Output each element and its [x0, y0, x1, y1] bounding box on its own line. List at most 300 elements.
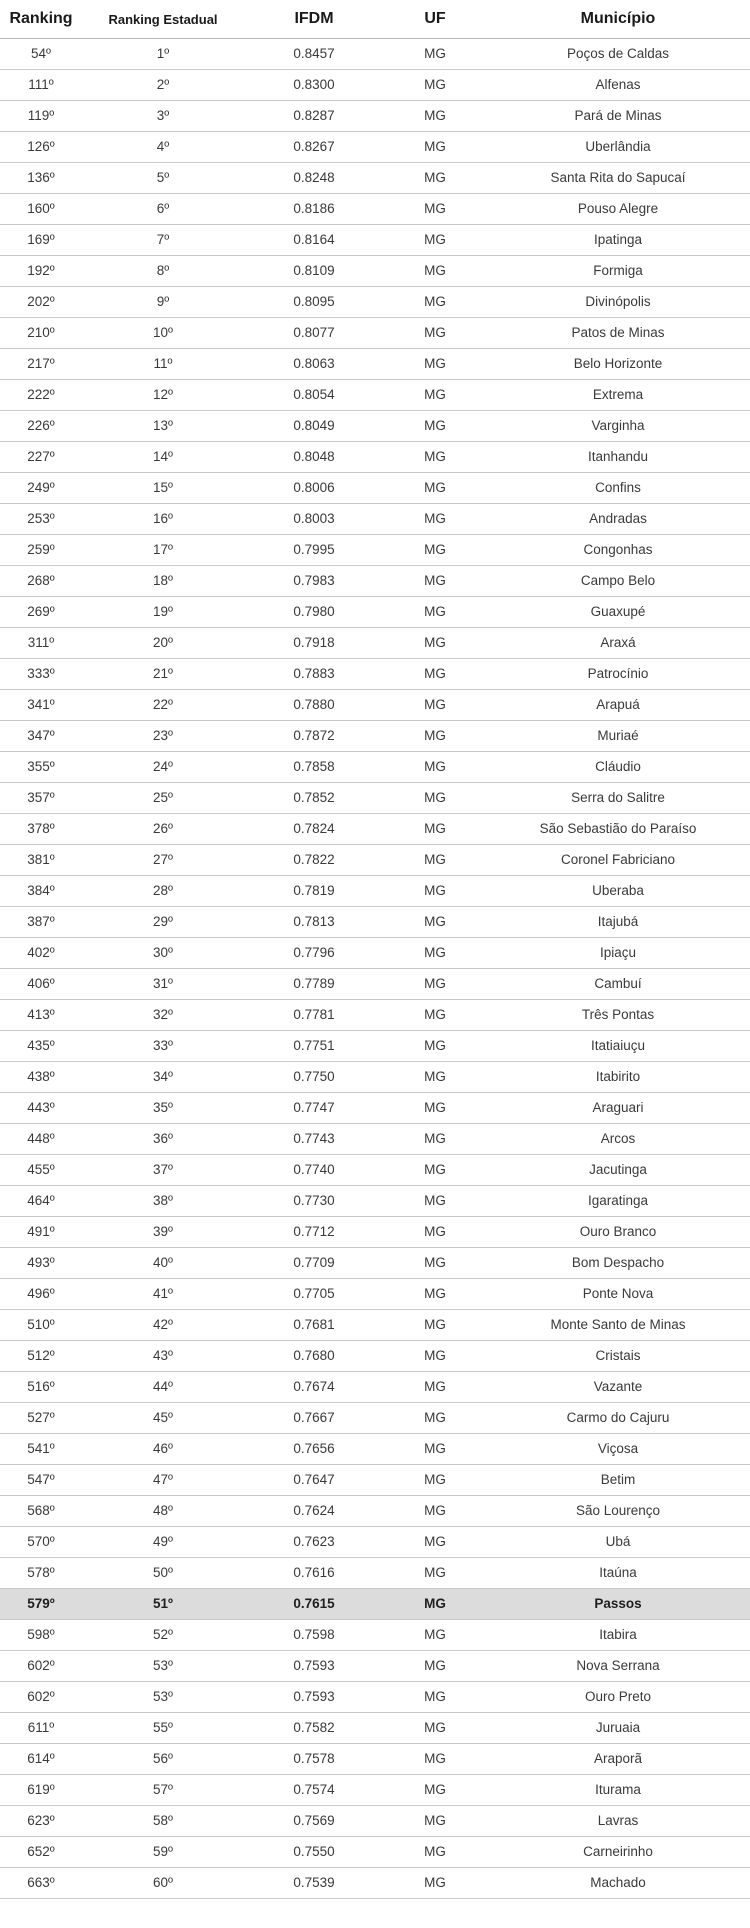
- cell-ranking: 311º: [0, 628, 82, 659]
- cell-uf: MG: [384, 1806, 486, 1837]
- cell-ranking-estadual: 38º: [82, 1186, 244, 1217]
- cell-ranking: 435º: [0, 1031, 82, 1062]
- cell-ranking-estadual: 53º: [82, 1682, 244, 1713]
- table-row-highlighted: [0, 1589, 750, 1620]
- cell-ifdm: 0.7995: [244, 535, 384, 566]
- cell-uf: MG: [384, 1527, 486, 1558]
- cell-ranking: 192º: [0, 256, 82, 287]
- cell-ranking: 455º: [0, 1155, 82, 1186]
- table-row: [0, 1868, 750, 1899]
- cell-municipio: Juruaia: [486, 1713, 750, 1744]
- cell-ifdm: 0.8287: [244, 101, 384, 132]
- cell-uf: MG: [384, 1310, 486, 1341]
- cell-municipio: Ponte Nova: [486, 1279, 750, 1310]
- cell-ranking: 602º: [0, 1651, 82, 1682]
- table-row: [0, 659, 750, 690]
- cell-ranking-estadual: 35º: [82, 1093, 244, 1124]
- cell-ranking: 438º: [0, 1062, 82, 1093]
- cell-municipio: Betim: [486, 1465, 750, 1496]
- cell-ifdm: 0.8186: [244, 194, 384, 225]
- cell-ranking: 496º: [0, 1279, 82, 1310]
- cell-ranking: 381º: [0, 845, 82, 876]
- cell-ifdm: 0.8048: [244, 442, 384, 473]
- cell-ranking-estadual: 22º: [82, 690, 244, 721]
- cell-ranking-estadual: 49º: [82, 1527, 244, 1558]
- table-row: [0, 1403, 750, 1434]
- cell-municipio: Patos de Minas: [486, 318, 750, 349]
- cell-ranking: 378º: [0, 814, 82, 845]
- table-row: [0, 473, 750, 504]
- cell-ranking: 384º: [0, 876, 82, 907]
- cell-uf: MG: [384, 225, 486, 256]
- cell-ranking-estadual: 48º: [82, 1496, 244, 1527]
- cell-municipio: Nova Serrana: [486, 1651, 750, 1682]
- table-row: [0, 969, 750, 1000]
- table-row: [0, 721, 750, 752]
- cell-ranking: 227º: [0, 442, 82, 473]
- cell-ranking-estadual: 13º: [82, 411, 244, 442]
- cell-ranking: 512º: [0, 1341, 82, 1372]
- cell-ranking-estadual: 42º: [82, 1310, 244, 1341]
- cell-uf: MG: [384, 504, 486, 535]
- cell-municipio: Campo Belo: [486, 566, 750, 597]
- cell-ifdm: 0.8049: [244, 411, 384, 442]
- cell-ifdm: 0.7582: [244, 1713, 384, 1744]
- cell-ranking: 619º: [0, 1775, 82, 1806]
- cell-ranking-estadual: 58º: [82, 1806, 244, 1837]
- cell-ranking: 136º: [0, 163, 82, 194]
- cell-municipio: Igaratinga: [486, 1186, 750, 1217]
- cell-municipio: Ipiaçu: [486, 938, 750, 969]
- cell-ranking-estadual: 57º: [82, 1775, 244, 1806]
- cell-municipio: Passos: [486, 1589, 750, 1620]
- cell-municipio: Itabira: [486, 1620, 750, 1651]
- cell-ranking-estadual: 32º: [82, 1000, 244, 1031]
- cell-uf: MG: [384, 907, 486, 938]
- cell-uf: MG: [384, 535, 486, 566]
- cell-ranking-estadual: 20º: [82, 628, 244, 659]
- table-row: [0, 380, 750, 411]
- table-row: [0, 1062, 750, 1093]
- cell-ranking: 387º: [0, 907, 82, 938]
- cell-ifdm: 0.7574: [244, 1775, 384, 1806]
- cell-ranking: 202º: [0, 287, 82, 318]
- cell-municipio: Uberlândia: [486, 132, 750, 163]
- cell-ifdm: 0.7674: [244, 1372, 384, 1403]
- table-row: [0, 442, 750, 473]
- cell-uf: MG: [384, 597, 486, 628]
- cell-ranking: 491º: [0, 1217, 82, 1248]
- cell-uf: MG: [384, 1682, 486, 1713]
- cell-ifdm: 0.7539: [244, 1868, 384, 1899]
- cell-uf: MG: [384, 256, 486, 287]
- cell-ranking: 663º: [0, 1868, 82, 1899]
- table-header: [0, 0, 750, 39]
- cell-uf: MG: [384, 1651, 486, 1682]
- table-row: [0, 1155, 750, 1186]
- table-row: [0, 1620, 750, 1651]
- cell-ranking: 119º: [0, 101, 82, 132]
- cell-ranking-estadual: 40º: [82, 1248, 244, 1279]
- cell-ifdm: 0.8267: [244, 132, 384, 163]
- cell-municipio: Congonhas: [486, 535, 750, 566]
- table-row: [0, 101, 750, 132]
- cell-municipio: Itajubá: [486, 907, 750, 938]
- cell-ifdm: 0.7680: [244, 1341, 384, 1372]
- cell-ifdm: 0.7647: [244, 1465, 384, 1496]
- cell-ranking: 210º: [0, 318, 82, 349]
- cell-municipio: Poços de Caldas: [486, 39, 750, 70]
- table-row: [0, 938, 750, 969]
- cell-uf: MG: [384, 411, 486, 442]
- cell-ranking: 249º: [0, 473, 82, 504]
- cell-ranking-estadual: 52º: [82, 1620, 244, 1651]
- cell-ranking: 611º: [0, 1713, 82, 1744]
- cell-municipio: Itaúna: [486, 1558, 750, 1589]
- cell-ranking-estadual: 19º: [82, 597, 244, 628]
- cell-ifdm: 0.7593: [244, 1651, 384, 1682]
- cell-ranking: 169º: [0, 225, 82, 256]
- table-row: [0, 814, 750, 845]
- header-row: [0, 0, 750, 39]
- cell-municipio: Alfenas: [486, 70, 750, 101]
- cell-uf: MG: [384, 1155, 486, 1186]
- cell-municipio: Formiga: [486, 256, 750, 287]
- cell-ranking: 402º: [0, 938, 82, 969]
- cell-uf: MG: [384, 752, 486, 783]
- table-row: [0, 876, 750, 907]
- table-row: [0, 163, 750, 194]
- cell-municipio: Machado: [486, 1868, 750, 1899]
- cell-ifdm: 0.8006: [244, 473, 384, 504]
- cell-uf: MG: [384, 473, 486, 504]
- cell-ifdm: 0.8054: [244, 380, 384, 411]
- cell-ranking-estadual: 16º: [82, 504, 244, 535]
- cell-ranking-estadual: 5º: [82, 163, 244, 194]
- cell-uf: MG: [384, 39, 486, 70]
- cell-municipio: Belo Horizonte: [486, 349, 750, 380]
- cell-ranking: 355º: [0, 752, 82, 783]
- cell-municipio: Araguari: [486, 1093, 750, 1124]
- cell-municipio: Lavras: [486, 1806, 750, 1837]
- cell-ranking: 253º: [0, 504, 82, 535]
- table-row: [0, 225, 750, 256]
- cell-municipio: Coronel Fabriciano: [486, 845, 750, 876]
- cell-ifdm: 0.7550: [244, 1837, 384, 1868]
- cell-ranking: 406º: [0, 969, 82, 1000]
- table-row: [0, 566, 750, 597]
- cell-uf: MG: [384, 380, 486, 411]
- cell-uf: MG: [384, 1279, 486, 1310]
- cell-ifdm: 0.7813: [244, 907, 384, 938]
- table-body: [0, 39, 750, 1899]
- cell-ranking: 259º: [0, 535, 82, 566]
- cell-ifdm: 0.7593: [244, 1682, 384, 1713]
- cell-ranking: 527º: [0, 1403, 82, 1434]
- cell-ifdm: 0.7598: [244, 1620, 384, 1651]
- table-row: [0, 752, 750, 783]
- cell-municipio: Divinópolis: [486, 287, 750, 318]
- table-row: [0, 1124, 750, 1155]
- cell-ranking: 443º: [0, 1093, 82, 1124]
- table-row: [0, 39, 750, 70]
- cell-ranking-estadual: 55º: [82, 1713, 244, 1744]
- cell-ranking: 598º: [0, 1620, 82, 1651]
- table-row: [0, 1248, 750, 1279]
- cell-ifdm: 0.7681: [244, 1310, 384, 1341]
- cell-ranking-estadual: 15º: [82, 473, 244, 504]
- header-ranking-estadual: Ranking Estadual: [82, 0, 244, 39]
- cell-ifdm: 0.7824: [244, 814, 384, 845]
- cell-uf: MG: [384, 132, 486, 163]
- cell-municipio: São Lourenço: [486, 1496, 750, 1527]
- cell-ranking: 516º: [0, 1372, 82, 1403]
- cell-ranking-estadual: 3º: [82, 101, 244, 132]
- cell-municipio: Arapuá: [486, 690, 750, 721]
- header-ranking: Ranking: [0, 0, 82, 39]
- cell-uf: MG: [384, 1341, 486, 1372]
- cell-ranking-estadual: 51º: [82, 1589, 244, 1620]
- cell-ranking: 226º: [0, 411, 82, 442]
- cell-ranking: 54º: [0, 39, 82, 70]
- cell-ranking: 357º: [0, 783, 82, 814]
- cell-ifdm: 0.7743: [244, 1124, 384, 1155]
- cell-ranking: 579º: [0, 1589, 82, 1620]
- cell-uf: MG: [384, 1589, 486, 1620]
- table-row: [0, 1341, 750, 1372]
- cell-ranking-estadual: 34º: [82, 1062, 244, 1093]
- cell-ifdm: 0.7751: [244, 1031, 384, 1062]
- cell-ranking-estadual: 44º: [82, 1372, 244, 1403]
- cell-ifdm: 0.7747: [244, 1093, 384, 1124]
- table-row: [0, 628, 750, 659]
- cell-ranking-estadual: 21º: [82, 659, 244, 690]
- cell-ranking: 217º: [0, 349, 82, 380]
- cell-uf: MG: [384, 1093, 486, 1124]
- cell-ranking-estadual: 8º: [82, 256, 244, 287]
- cell-ranking: 160º: [0, 194, 82, 225]
- cell-ranking: 510º: [0, 1310, 82, 1341]
- cell-uf: MG: [384, 1372, 486, 1403]
- cell-uf: MG: [384, 1434, 486, 1465]
- cell-ranking: 623º: [0, 1806, 82, 1837]
- cell-municipio: Carmo do Cajuru: [486, 1403, 750, 1434]
- cell-uf: MG: [384, 690, 486, 721]
- cell-ranking-estadual: 1º: [82, 39, 244, 70]
- cell-municipio: Itanhandu: [486, 442, 750, 473]
- cell-uf: MG: [384, 1248, 486, 1279]
- cell-ranking-estadual: 29º: [82, 907, 244, 938]
- cell-uf: MG: [384, 287, 486, 318]
- cell-uf: MG: [384, 1837, 486, 1868]
- table-row: [0, 70, 750, 101]
- cell-ranking: 269º: [0, 597, 82, 628]
- cell-ifdm: 0.7789: [244, 969, 384, 1000]
- cell-ifdm: 0.8164: [244, 225, 384, 256]
- cell-municipio: Araxá: [486, 628, 750, 659]
- cell-municipio: Itatiaiuçu: [486, 1031, 750, 1062]
- cell-ifdm: 0.7656: [244, 1434, 384, 1465]
- cell-ifdm: 0.7796: [244, 938, 384, 969]
- table-row: [0, 1217, 750, 1248]
- table-row: [0, 349, 750, 380]
- cell-municipio: Ouro Preto: [486, 1682, 750, 1713]
- cell-municipio: Pouso Alegre: [486, 194, 750, 225]
- cell-ranking-estadual: 11º: [82, 349, 244, 380]
- cell-municipio: Ipatinga: [486, 225, 750, 256]
- cell-ranking-estadual: 43º: [82, 1341, 244, 1372]
- cell-municipio: Iturama: [486, 1775, 750, 1806]
- cell-municipio: Extrema: [486, 380, 750, 411]
- table-row: [0, 1093, 750, 1124]
- cell-uf: MG: [384, 1000, 486, 1031]
- cell-ranking: 614º: [0, 1744, 82, 1775]
- cell-municipio: Bom Despacho: [486, 1248, 750, 1279]
- cell-uf: MG: [384, 1496, 486, 1527]
- cell-ifdm: 0.8457: [244, 39, 384, 70]
- table-row: [0, 132, 750, 163]
- cell-municipio: Cláudio: [486, 752, 750, 783]
- cell-ranking: 602º: [0, 1682, 82, 1713]
- cell-ranking: 568º: [0, 1496, 82, 1527]
- cell-municipio: Cambuí: [486, 969, 750, 1000]
- cell-ranking-estadual: 4º: [82, 132, 244, 163]
- table-row: [0, 1279, 750, 1310]
- cell-ranking-estadual: 26º: [82, 814, 244, 845]
- cell-municipio: Monte Santo de Minas: [486, 1310, 750, 1341]
- cell-uf: MG: [384, 1713, 486, 1744]
- cell-uf: MG: [384, 1620, 486, 1651]
- cell-ifdm: 0.7709: [244, 1248, 384, 1279]
- cell-ranking-estadual: 36º: [82, 1124, 244, 1155]
- cell-municipio: Jacutinga: [486, 1155, 750, 1186]
- table-row: [0, 783, 750, 814]
- table-row: [0, 1744, 750, 1775]
- cell-municipio: Confins: [486, 473, 750, 504]
- table-row: [0, 1682, 750, 1713]
- cell-uf: MG: [384, 969, 486, 1000]
- cell-uf: MG: [384, 1062, 486, 1093]
- header-uf: UF: [384, 0, 486, 39]
- cell-ifdm: 0.7740: [244, 1155, 384, 1186]
- cell-uf: MG: [384, 1465, 486, 1496]
- table-row: [0, 411, 750, 442]
- cell-municipio: Guaxupé: [486, 597, 750, 628]
- cell-ifdm: 0.8095: [244, 287, 384, 318]
- cell-ifdm: 0.7615: [244, 1589, 384, 1620]
- cell-municipio: Andradas: [486, 504, 750, 535]
- cell-ifdm: 0.8109: [244, 256, 384, 287]
- cell-ranking: 347º: [0, 721, 82, 752]
- table-row: [0, 1775, 750, 1806]
- cell-ranking-estadual: 27º: [82, 845, 244, 876]
- cell-ranking-estadual: 45º: [82, 1403, 244, 1434]
- cell-ranking: 570º: [0, 1527, 82, 1558]
- cell-ranking: 464º: [0, 1186, 82, 1217]
- table-row: [0, 287, 750, 318]
- table-row: [0, 845, 750, 876]
- table-row: [0, 1837, 750, 1868]
- table-row: [0, 1186, 750, 1217]
- cell-uf: MG: [384, 101, 486, 132]
- cell-ranking-estadual: 14º: [82, 442, 244, 473]
- table-row: [0, 1310, 750, 1341]
- table-row: [0, 1031, 750, 1062]
- cell-ranking: 111º: [0, 70, 82, 101]
- cell-ifdm: 0.8077: [244, 318, 384, 349]
- cell-ranking-estadual: 39º: [82, 1217, 244, 1248]
- cell-municipio: Santa Rita do Sapucaí: [486, 163, 750, 194]
- cell-municipio: Vazante: [486, 1372, 750, 1403]
- cell-uf: MG: [384, 70, 486, 101]
- cell-ranking-estadual: 24º: [82, 752, 244, 783]
- cell-uf: MG: [384, 566, 486, 597]
- cell-municipio: São Sebastião do Paraíso: [486, 814, 750, 845]
- cell-ranking: 333º: [0, 659, 82, 690]
- cell-ranking-estadual: 60º: [82, 1868, 244, 1899]
- cell-uf: MG: [384, 659, 486, 690]
- table-row: [0, 1496, 750, 1527]
- cell-ranking-estadual: 23º: [82, 721, 244, 752]
- cell-ifdm: 0.7983: [244, 566, 384, 597]
- cell-ranking-estadual: 12º: [82, 380, 244, 411]
- cell-ranking: 222º: [0, 380, 82, 411]
- table-row: [0, 690, 750, 721]
- cell-ranking: 341º: [0, 690, 82, 721]
- cell-ifdm: 0.8300: [244, 70, 384, 101]
- table-row: [0, 318, 750, 349]
- cell-ranking-estadual: 46º: [82, 1434, 244, 1465]
- cell-uf: MG: [384, 783, 486, 814]
- cell-municipio: Pará de Minas: [486, 101, 750, 132]
- table-row: [0, 1651, 750, 1682]
- cell-ifdm: 0.7883: [244, 659, 384, 690]
- cell-ifdm: 0.7624: [244, 1496, 384, 1527]
- cell-municipio: Uberaba: [486, 876, 750, 907]
- cell-ranking: 493º: [0, 1248, 82, 1279]
- table-row: [0, 1372, 750, 1403]
- cell-uf: MG: [384, 349, 486, 380]
- cell-ifdm: 0.7880: [244, 690, 384, 721]
- cell-municipio: Ouro Branco: [486, 1217, 750, 1248]
- cell-ranking-estadual: 53º: [82, 1651, 244, 1682]
- cell-uf: MG: [384, 1558, 486, 1589]
- cell-municipio: Itabirito: [486, 1062, 750, 1093]
- cell-ranking: 268º: [0, 566, 82, 597]
- cell-ifdm: 0.7852: [244, 783, 384, 814]
- table-row: [0, 256, 750, 287]
- cell-ranking-estadual: 31º: [82, 969, 244, 1000]
- cell-uf: MG: [384, 814, 486, 845]
- cell-ranking-estadual: 18º: [82, 566, 244, 597]
- cell-ranking-estadual: 9º: [82, 287, 244, 318]
- cell-uf: MG: [384, 318, 486, 349]
- table-row: [0, 1527, 750, 1558]
- cell-uf: MG: [384, 1124, 486, 1155]
- cell-ranking-estadual: 50º: [82, 1558, 244, 1589]
- cell-municipio: Cristais: [486, 1341, 750, 1372]
- cell-uf: MG: [384, 1868, 486, 1899]
- cell-uf: MG: [384, 1744, 486, 1775]
- cell-ranking: 547º: [0, 1465, 82, 1496]
- cell-ifdm: 0.8063: [244, 349, 384, 380]
- cell-municipio: Ubá: [486, 1527, 750, 1558]
- header-municipio: Município: [486, 0, 750, 39]
- table-row: [0, 1558, 750, 1589]
- cell-ranking-estadual: 33º: [82, 1031, 244, 1062]
- cell-ifdm: 0.7822: [244, 845, 384, 876]
- cell-ifdm: 0.7819: [244, 876, 384, 907]
